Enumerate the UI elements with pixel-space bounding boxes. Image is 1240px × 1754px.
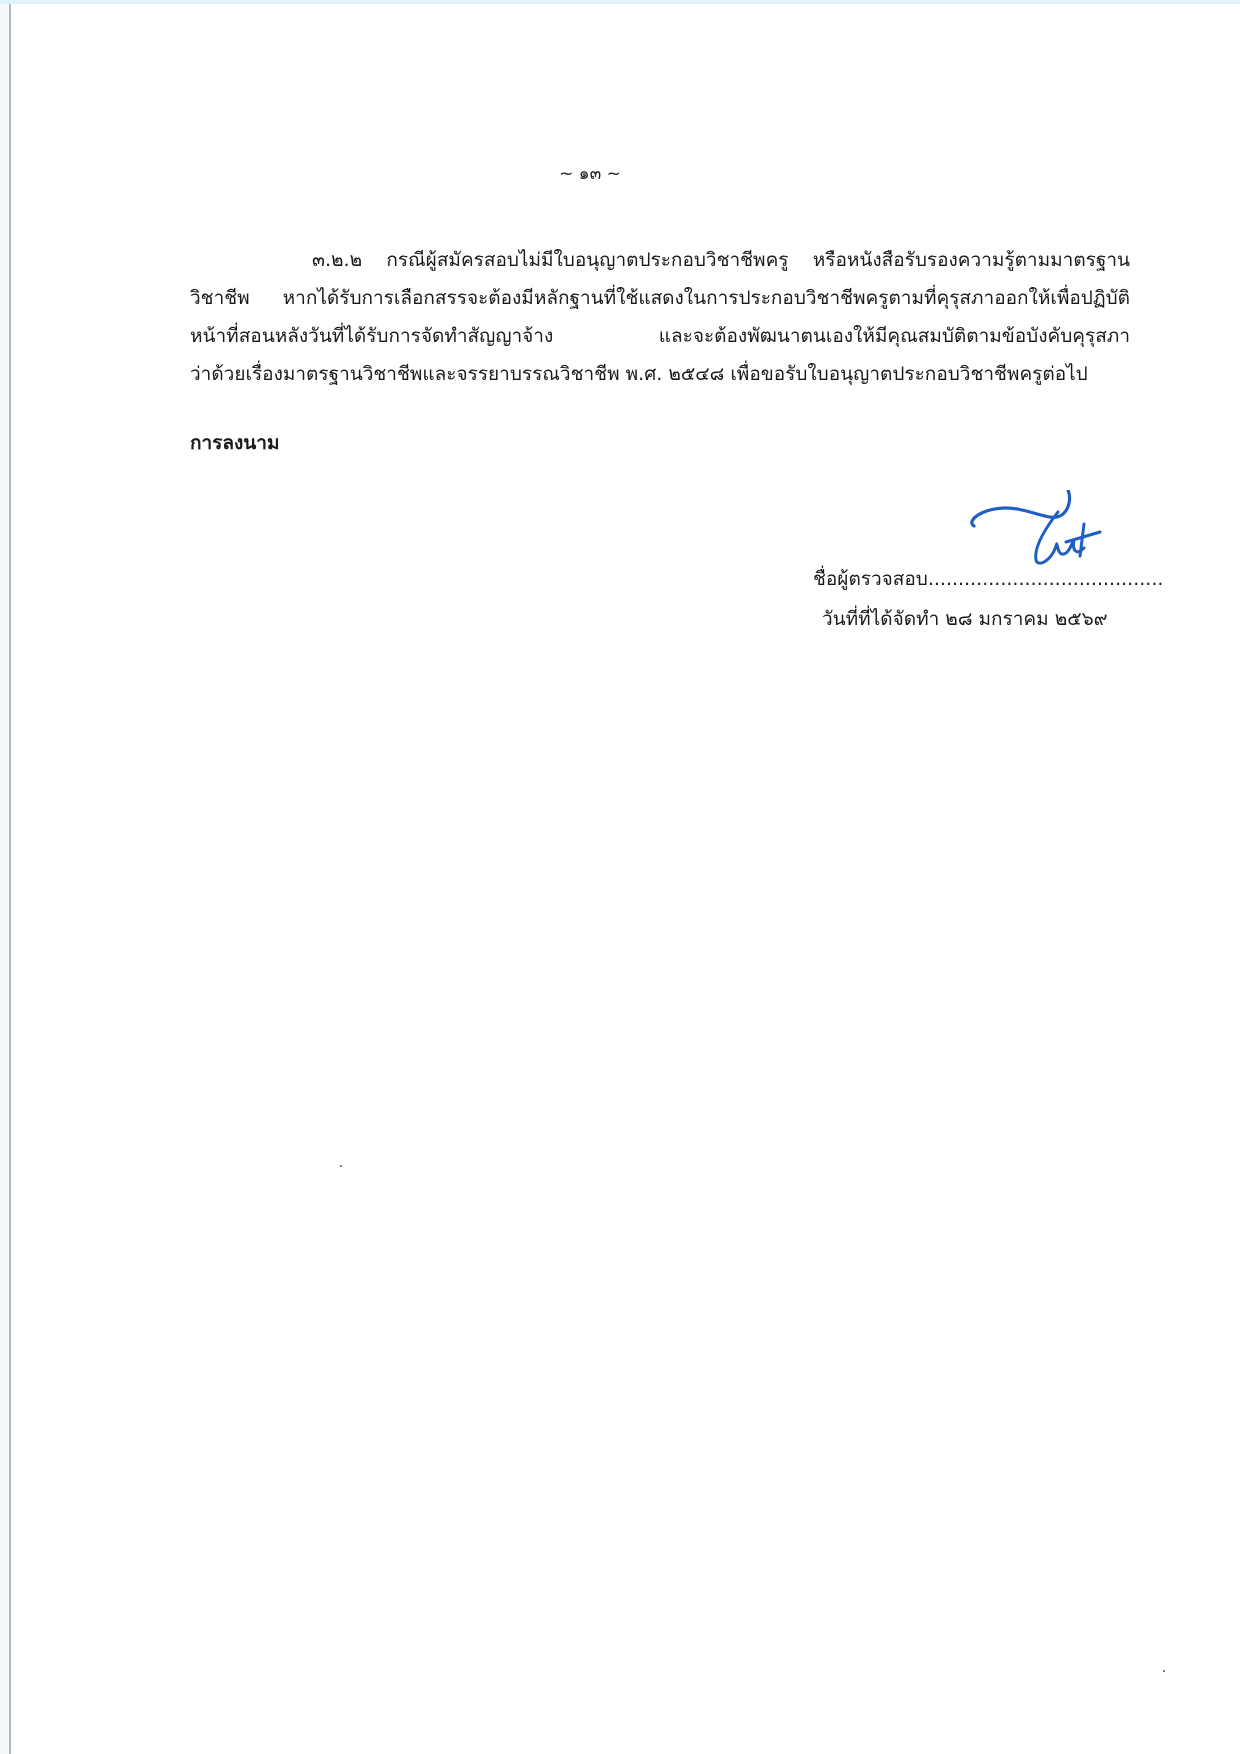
page-number: ~ ๑๓ ~ — [559, 164, 621, 184]
body-paragraph — [190, 241, 1130, 393]
signature-heading: การลงนาม — [190, 432, 280, 454]
scan-left-edge — [9, 4, 11, 1754]
paragraph-line: ๓.๒.๒ กรณีผู้สมัครสอบไม่มีใบอนุญาตประกอบวิชาชีพครู หรือหนังสือรับรองความรู้ตามมาตรฐาน — [312, 249, 1130, 271]
scan-speck — [1163, 1670, 1165, 1672]
paragraph-line: หน้าที่สอนหลังวันที่ได้รับการจัดทำสัญญาจ้าง และจะต้องพัฒนาตนเองให้มีคุณสมบัติตามข้อบังคับคุรุสภา — [190, 325, 1130, 347]
paragraph-line: วิชาชีพ หากได้รับการเลือกสรรจะต้องมีหลักฐานที่ใช้แสดงในการประกอบวิชาชีพครูตามที่คุรุสภาออกให้เพื่อปฏิบัติ — [190, 287, 1130, 309]
scan-speck — [340, 1165, 342, 1167]
inspector-name-line: ชื่อผู้ตรวจสอบ....................................... — [813, 568, 1164, 590]
paragraph-line: ว่าด้วยเรื่องมาตรฐานวิชาชีพและจรรยาบรรณวิชาชีพ พ.ศ. ๒๕๔๘ เพื่อขอรับใบอนุญาตประกอบวิชาชีพครูต่อไป — [190, 363, 1088, 385]
scan-left-margin — [0, 4, 9, 1754]
scan-top-edge — [0, 0, 1240, 4]
date-prepared: วันที่ที่ได้จัดทำ ๒๘ มกราคม ๒๕๖๙ — [822, 608, 1108, 630]
